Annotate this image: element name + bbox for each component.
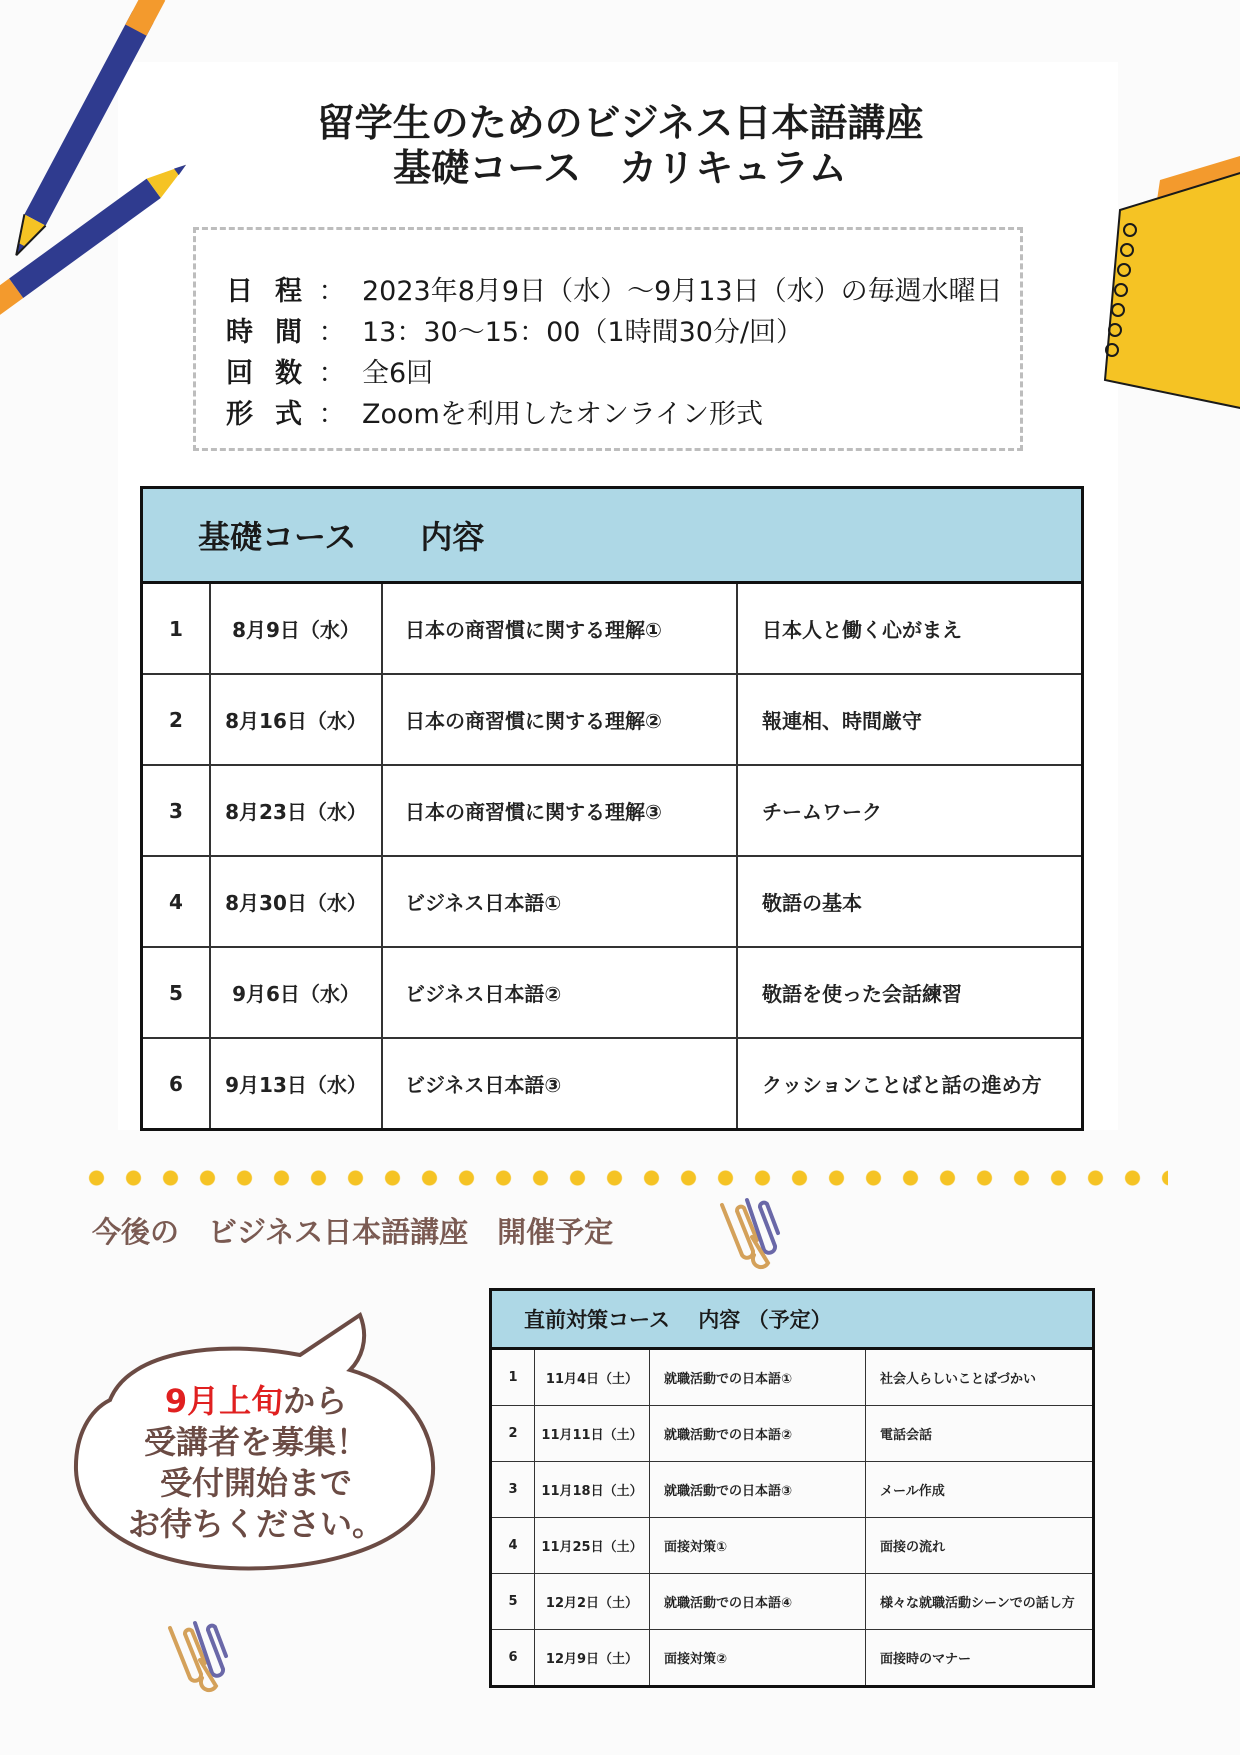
table-row: 5 9月6日（水） ビジネス日本語② 敬語を使った会話練習 <box>142 947 1083 1038</box>
page-title-line1: 留学生のためのビジネス日本語講座 <box>316 101 924 145</box>
info-value: Zoomを利用したオンライン形式 <box>362 399 764 430</box>
info-value: 13：30～15：00（1時間30分/回） <box>362 317 804 348</box>
paperclip-icon <box>160 1618 240 1700</box>
info-value: 2023年8月9日（水）～9月13日（水）の毎週水曜日 <box>362 276 1003 307</box>
course-info-box <box>193 227 1023 451</box>
table-row: 2 11月11日（土） 就職活動での日本語② 電話会話 <box>491 1406 1094 1462</box>
table-row: 3 8月23日（水） 日本の商習慣に関する理解③ チームワーク <box>142 765 1083 856</box>
notebook-icon <box>1100 150 1240 440</box>
prep-course-table <box>489 1288 1095 1688</box>
table-row: 3 11月18日（土） 就職活動での日本語③ メール作成 <box>491 1462 1094 1518</box>
table-row: 1 8月9日（水） 日本の商習慣に関する理解① 日本人と働く心がまえ <box>142 583 1083 675</box>
info-row-count: 回 数 ： 全6回 <box>226 354 433 394</box>
table-row: 4 8月30日（水） ビジネス日本語① 敬語の基本 <box>142 856 1083 947</box>
table-row: 6 9月13日（水） ビジネス日本語③ クッションことばと話の進め方 <box>142 1038 1083 1130</box>
table-row: 1 11月4日（土） 就職活動での日本語① 社会人らしいことばづかい <box>491 1349 1094 1406</box>
basic-course-table <box>140 486 1084 1131</box>
info-value: 全6回 <box>362 358 434 389</box>
highlight-date: 9月上旬 <box>164 1382 284 1420</box>
page-title-line2: 基礎コース カリキュラム <box>393 146 847 190</box>
info-row-format: 形 式 ： Zoomを利用したオンライン形式 <box>226 395 763 435</box>
table-row: 6 12月9日（土） 面接対策② 面接時のマナー <box>491 1630 1094 1687</box>
table-row: 4 11月25日（土） 面接対策① 面接の流れ <box>491 1518 1094 1574</box>
basic-course-header: 基礎コース 内容 <box>142 488 1083 583</box>
info-row-time: 時 間 ： 13：30～15：00（1時間30分/回） <box>226 313 803 353</box>
recruit-message: 9月上旬から 受講者を募集！ 受付開始まで お待ちください。 <box>127 1382 384 1543</box>
table-row: 2 8月16日（水） 日本の商習慣に関する理解② 報連相、時間厳守 <box>142 674 1083 765</box>
info-row-schedule: 日 程 ： 2023年8月9日（水）～9月13日（水）の毎週水曜日 <box>226 272 1003 312</box>
table-row: 5 12月2日（土） 就職活動での日本語④ 様々な就職活動シーンでの話し方 <box>491 1574 1094 1630</box>
paperclip-icon <box>712 1195 792 1277</box>
dotted-divider <box>78 1168 1168 1188</box>
prep-course-header: 直前対策コース 内容 （予定） <box>491 1290 1094 1349</box>
upcoming-section-title: 今後の ビジネス日本語講座 開催予定 <box>92 1215 614 1249</box>
